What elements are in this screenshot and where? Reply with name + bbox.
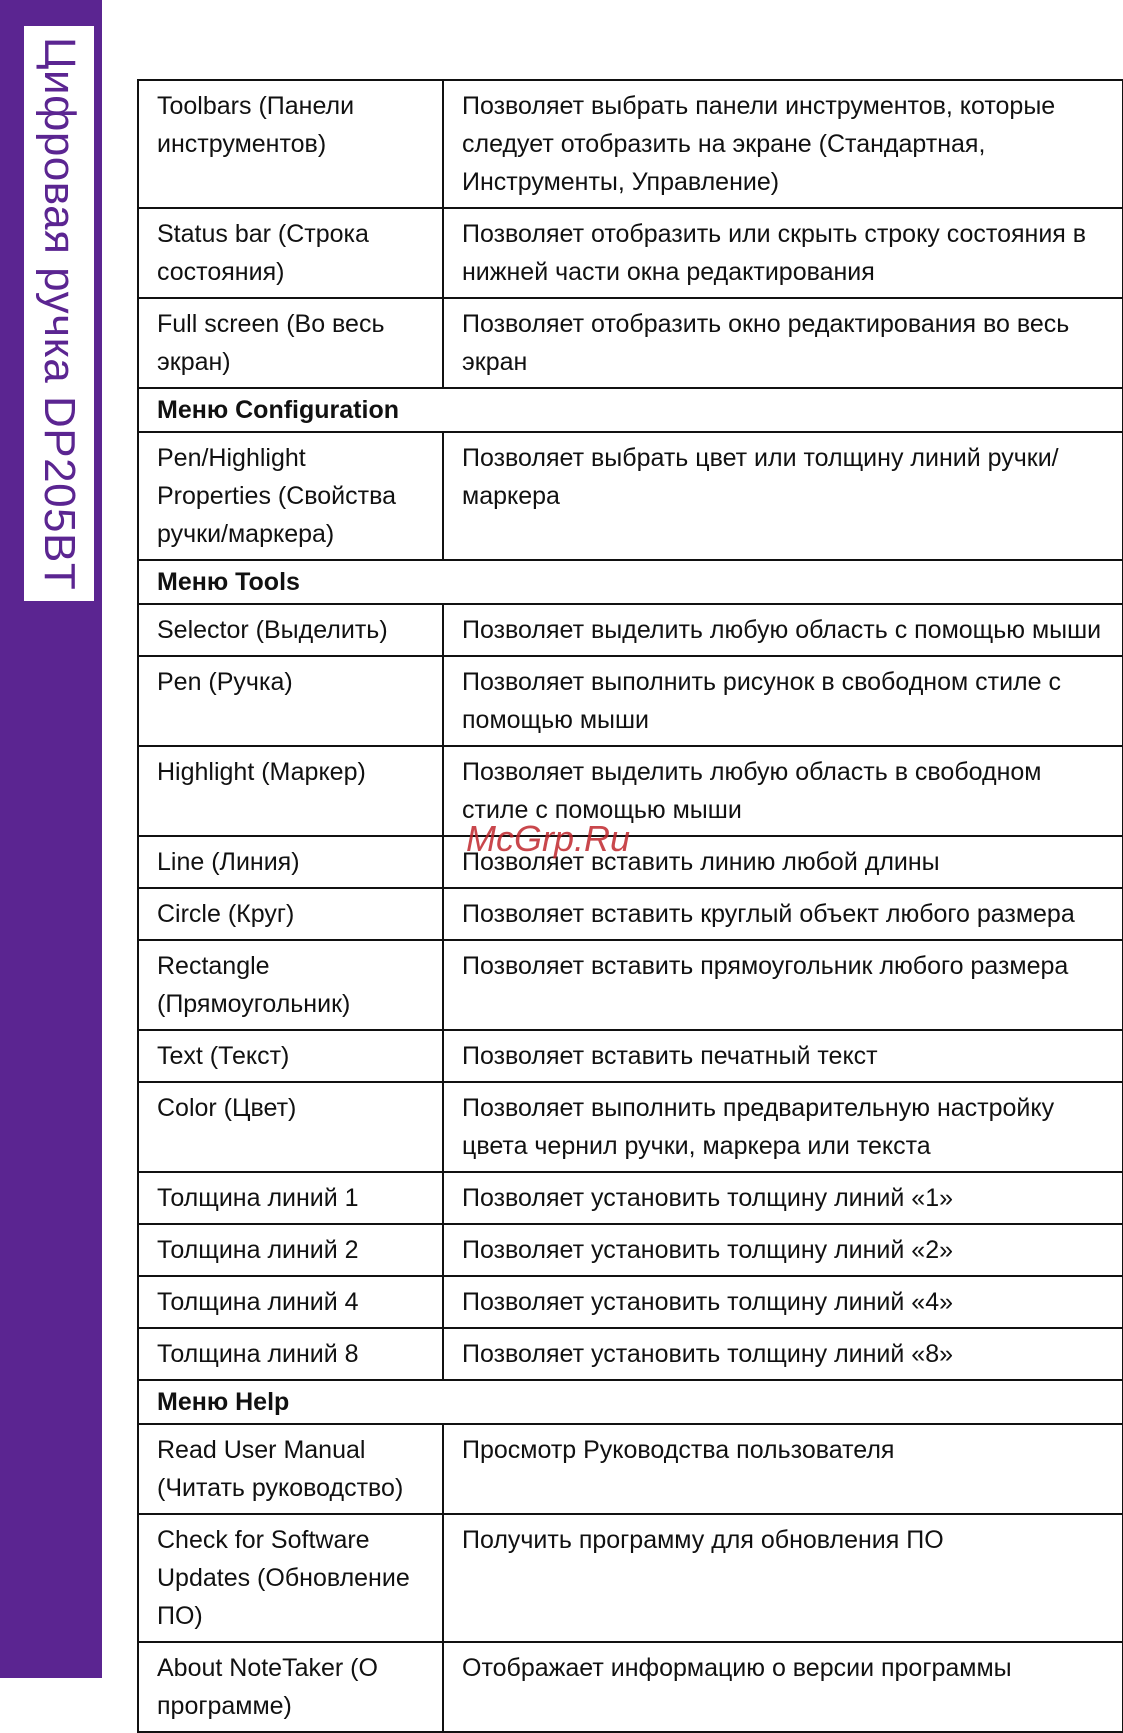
watermark: McGrp.Ru <box>466 818 631 859</box>
menu-item-description: Позволяет выбрать панели инструментов, которые следует отобразить на экране (Стандартная, Инструменты, Управление) <box>443 80 1123 208</box>
menu-item-description: Позволяет установить толщину линий «1» <box>443 1172 1123 1224</box>
menu-item-description: Позволяет выполнить предварительную настройку цвета чернил ручки, маркера или текста <box>443 1082 1123 1172</box>
menu-item-description: Позволяет вставить линию любой длины <box>443 836 1123 888</box>
menu-item-description: Позволяет выделить любую область с помощью мыши <box>443 604 1123 656</box>
section-heading: Меню Tools <box>138 560 1123 604</box>
table-row <box>138 1276 1123 1328</box>
table-row <box>138 940 1123 1030</box>
menu-item-name: Толщина линий 1 <box>138 1172 443 1224</box>
menu-item-description: Позволяет отобразить или скрыть строку состояния в нижней части окна редактирования <box>443 208 1123 298</box>
menu-item-description: Позволяет выделить любую область в свободном стиле с помощью мыши <box>443 746 1123 836</box>
table-row <box>138 1328 1123 1380</box>
table-row <box>138 298 1123 388</box>
menu-item-name: Circle (Круг) <box>138 888 443 940</box>
menu-item-description: Просмотр Руководства пользователя <box>443 1424 1123 1514</box>
menu-item-description: Позволяет вставить круглый объект любого размера <box>443 888 1123 940</box>
menu-item-name: Text (Текст) <box>138 1030 443 1082</box>
table-row <box>138 604 1123 656</box>
menu-item-name: Толщина линий 2 <box>138 1224 443 1276</box>
table-row <box>138 1642 1123 1732</box>
table-row <box>138 432 1123 560</box>
table-row <box>138 1030 1123 1082</box>
table-row <box>138 1224 1123 1276</box>
table-row <box>138 1514 1123 1642</box>
menu-item-name: Pen (Ручка) <box>138 656 443 746</box>
menu-item-name: Highlight (Маркер) <box>138 746 443 836</box>
table-row <box>138 888 1123 940</box>
section-heading: Меню Configuration <box>138 388 1123 432</box>
section-row <box>138 388 1123 432</box>
table-row <box>138 656 1123 746</box>
menu-item-name: About NoteTaker (О программе) <box>138 1642 443 1732</box>
table-row <box>138 1424 1123 1514</box>
menu-item-description: Позволяет вставить печатный текст <box>443 1030 1123 1082</box>
menu-item-name: Selector (Выделить) <box>138 604 443 656</box>
menu-item-description: Получить программу для обновления ПО <box>443 1514 1123 1642</box>
menu-item-name: Толщина линий 4 <box>138 1276 443 1328</box>
table-row <box>138 208 1123 298</box>
table-row <box>138 836 1123 888</box>
menu-table-body <box>138 80 1123 1732</box>
table-row <box>138 1082 1123 1172</box>
menu-item-name: Status bar (Строка состояния) <box>138 208 443 298</box>
menu-item-name: Check for Software Updates (Обновление ПО) <box>138 1514 443 1642</box>
menu-item-description: Позволяет установить толщину линий «2» <box>443 1224 1123 1276</box>
menu-item-description: Позволяет установить толщину линий «8» <box>443 1328 1123 1380</box>
table-row <box>138 80 1123 208</box>
menu-item-name: Toolbars (Панели инструментов) <box>138 80 443 208</box>
menu-item-description: Отображает информацию о версии программы <box>443 1642 1123 1732</box>
menu-table <box>137 79 1123 1733</box>
table-row <box>138 1172 1123 1224</box>
section-row <box>138 1380 1123 1424</box>
section-row <box>138 560 1123 604</box>
menu-item-description: Позволяет выполнить рисунок в свободном стиле с помощью мыши <box>443 656 1123 746</box>
menu-item-description: Позволяет выбрать цвет или толщину линий ручки/маркера <box>443 432 1123 560</box>
menu-item-name: Line (Линия) <box>138 836 443 888</box>
menu-item-description: Позволяет отобразить окно редактирования во весь экран <box>443 298 1123 388</box>
table-row <box>138 746 1123 836</box>
menu-item-name: Толщина линий 8 <box>138 1328 443 1380</box>
menu-item-description: Позволяет установить толщину линий «4» <box>443 1276 1123 1328</box>
menu-item-name: Rectangle (Прямоугольник) <box>138 940 443 1030</box>
menu-item-description: Позволяет вставить прямоугольник любого размера <box>443 940 1123 1030</box>
section-heading: Меню Help <box>138 1380 1123 1424</box>
menu-item-name: Read User Manual (Читать руководство) <box>138 1424 443 1514</box>
menu-item-name: Full screen (Во весь экран) <box>138 298 443 388</box>
menu-item-name: Pen/Highlight Properties (Свойства ручки/маркера) <box>138 432 443 560</box>
sidebar-title: Цифровая ручка DP205BT <box>35 36 84 591</box>
menu-item-name: Color (Цвет) <box>138 1082 443 1172</box>
